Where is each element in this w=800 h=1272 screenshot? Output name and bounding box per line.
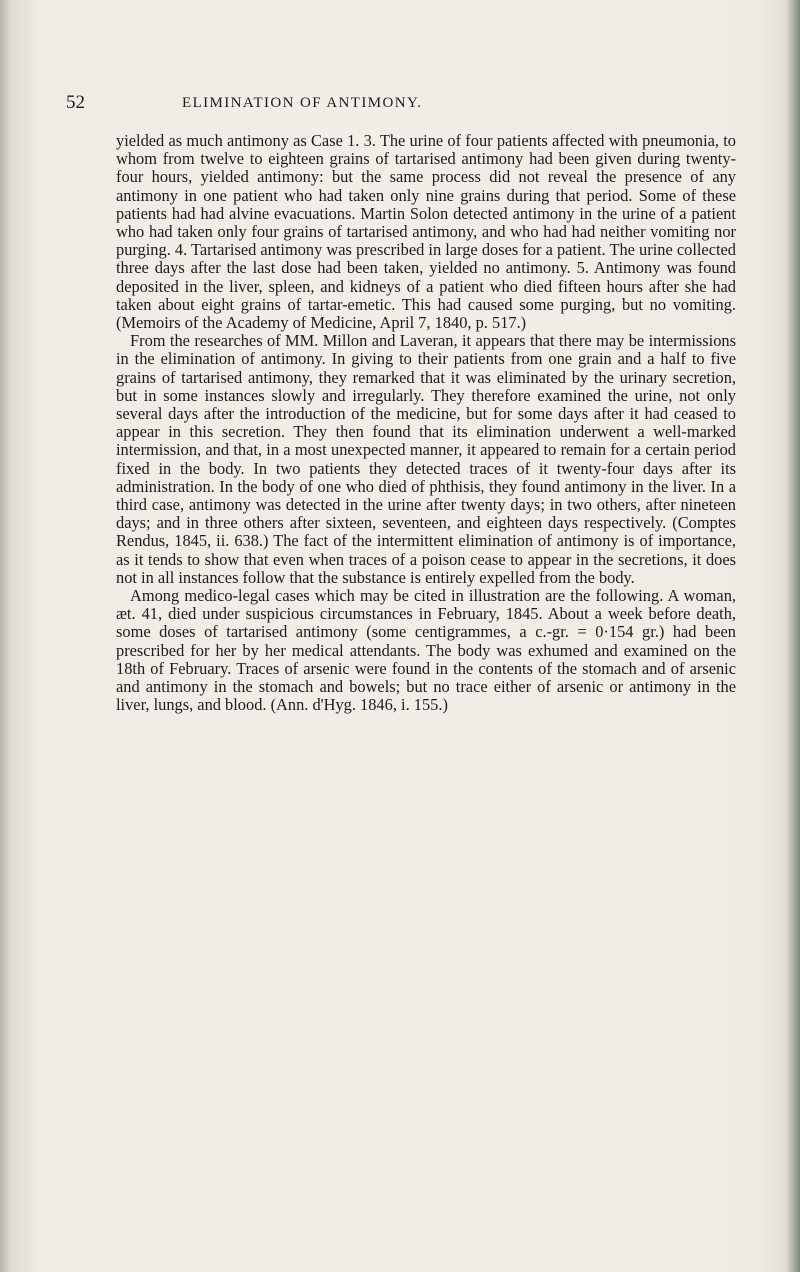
- body-text: [116, 132, 736, 715]
- scan-edge-left: [0, 0, 10, 1272]
- page-number: 52: [66, 92, 85, 113]
- paragraph-intermissions: From the researches of MM. Millon and Laveran, it appears that there may be intermissions in the elimination of antimony. In giving to their patients from one grain and a half to five grains of tartarised antimony, they remarked that it was eliminated by the urinary secretion, but in some instances slowly and irregularly. They therefore examined the urine, not only several days after the introduction of the medicine, but for some days after it had ceased to appear in this secretion. They then found that its elimination underwent a well-marked intermission, and that, in a most unexpected manner, it appeared to remain for a certain period fixed in the body. In two patients they detected traces of it twenty-four days after its administration. In the body of one who died of phthisis, they found antimony in the liver. In a third case, antimony was detected in the urine after twenty days; in two others, after nineteen days; and in three others after sixteen, seventeen, and eighteen days respectively. (Comptes Rendus, 1845, ii. 638.) The fact of the intermittent elimination of antimony is of importance, as it tends to show that even when traces of a poison cease to appear in the secretions, it does not in all instances follow that the substance is entirely expelled from the body.: [116, 331, 736, 587]
- paragraph-case-list: yielded as much antimony as Case 1. 3. The urine of four patients affected with pneumonia, to whom from twelve to eighteen grains of tartarised antimony had been given during twenty-four hours, yielded antimony: but the same process did not reveal the presence of any antimony in one patient who had taken only nine grains during that period. Some of these patients had had alvine evacuations. Martin Solon detected antimony in the urine of a patient who had taken only four grains of tartarised antimony, and who had had neither vomiting nor purging. 4. Tartarised antimony was prescribed in large doses for a patient. The urine collected three days after the last dose had been taken, yielded no antimony. 5. Antimony was found deposited in the liver, spleen, and kidneys of a patient who died fifteen hours after she had taken about eight grains of tartar-emetic. This had caused some purging, but no vomiting. (Memoirs of the Academy of Medicine, April 7, 1840, p. 517.): [116, 131, 736, 333]
- page-header: [66, 92, 740, 116]
- paragraph-medico-legal: Among medico-legal cases which may be cited in illustration are the following. A woman, æt. 41, died under suspicious circumstances in February, 1845. About a week before death, some doses of tartarised antimony (some centigrammes, a c.-gr. = 0·154 gr.) had been prescribed for her by her medical attendants. The body was exhumed and examined on the 18th of February. Traces of arsenic were found in the contents of the stomach and of arsenic and antimony in the stomach and bowels; but no trace either of arsenic or antimony in the liver, lungs, and blood. (Ann. d'Hyg. 1846, i. 155.): [116, 586, 736, 715]
- running-head: ELIMINATION OF ANTIMONY.: [182, 95, 423, 111]
- scan-edge-right: [786, 0, 800, 1272]
